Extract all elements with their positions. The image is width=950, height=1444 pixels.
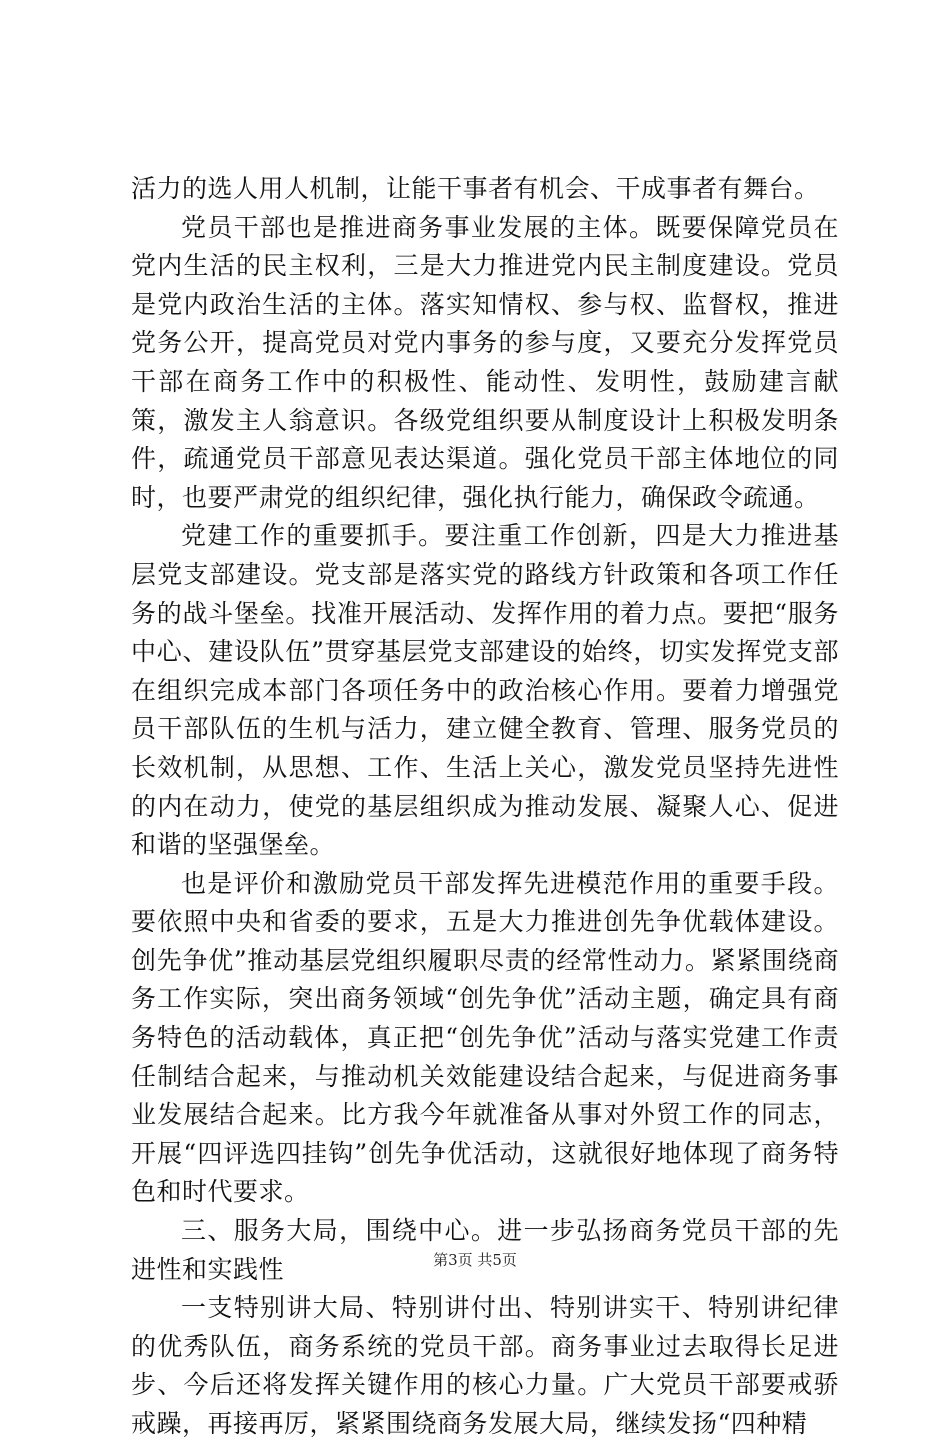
paragraph-5: 一支特别讲大局、特别讲付出、特别讲实干、特别讲纪律的优秀队伍，商务系统的党员干部。商务事业过去取得长足进步、今后还将发挥关键作用的核心力量。广大党员干部要戒骄戒躁，再接再厉，紧紧围绕商务发展大局，继续发扬“四种精 [131, 1293, 839, 1438]
paragraph-2: 党员干部也是推进商务事业发展的主体。既要保障党员在党内生活的民主权利，三是大力推进党内民主制度建设。党员是党内政治生活的主体。落实知情权、参与权、监督权，推进党务公开，提高党员对党内事务的参与度，又要充分发挥党员干部在商务工作中的积极性、能动性、发明性，鼓励建言献策，激发主人翁意识。各级党组织要从制度设计上积极发明条件，疏通党员干部意见表达渠道。强化党员干部主体地位的同时，也要严肃党的组织纪律，强化执行能力，确保政令疏通。 [131, 212, 839, 512]
paragraph-4: 也是评价和激励党员干部发挥先进模范作用的重要手段。要依照中央和省委的要求，五是大力推进创先争优载体建设。创先争优”推动基层党组织履职尽责的经常性动力。紧紧围绕商务工作实际，突出商务领域“创先争优”活动主题，确定具有商务特色的活动载体，真正把“创先争优”活动与落实党建工作责任制结合起来，与推动机关效能建设结合起来，与促进商务事业发展结合起来。比方我今年就准备从事对外贸工作的同志，开展“四评选四挂钩”创先争优活动，这就很好地体现了商务特色和时代要求。 [131, 868, 839, 1207]
page-number-footer: 第3页 共5页 [433, 1251, 517, 1269]
section-heading-3: 三、服务大局，围绕中心。进一步弘扬商务党员干部的先进性和实践性 [131, 1216, 839, 1284]
paragraph-3: 党建工作的重要抓手。要注重工作创新，四是大力推进基层党支部建设。党支部是落实党的路线方针政策和各项工作任务的战斗堡垒。找准开展活动、发挥作用的着力点。要把“服务中心、建设队伍”贯穿基层党支部建设的始终，切实发挥党支部在组织完成本部门各项任务中的政治核心作用。要着力增强党员干部队伍的生机与活力，建立健全教育、管理、服务党员的长效机制，从思想、工作、生活上关心，激发党员坚持先进性的内在动力，使党的基层组织成为推动发展、凝聚人心、促进和谐的坚强堡垒。 [131, 521, 839, 860]
paragraph-1: 活力的选人用人机制，让能干事者有机会、干成事者有舞台。 [131, 174, 820, 203]
